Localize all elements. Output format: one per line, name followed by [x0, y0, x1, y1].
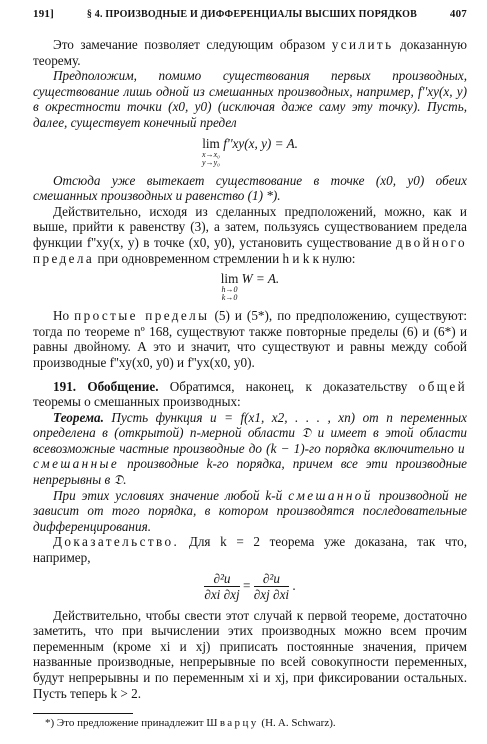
- footnote-author: Шварцу: [206, 717, 259, 730]
- fraction-right-numerator: ∂²u: [254, 572, 289, 587]
- paragraph-remark: [33, 37, 467, 68]
- section-text: Обратимся, наконец, к доказательству: [169, 378, 408, 394]
- limit-word: lim: [202, 135, 220, 151]
- theorem-text-end: производные k-го порядка, причем все эти производные непрерывны в 𝔇.: [33, 456, 468, 488]
- theorem-statement: [33, 410, 467, 488]
- theorem-label: Теорема.: [53, 409, 104, 425]
- formula-period: .: [292, 577, 296, 593]
- limit-word-hk: lim: [220, 271, 239, 287]
- limit-subscript-y: y→y₀: [202, 157, 220, 167]
- double-limit-expression: W = A.: [241, 271, 280, 287]
- proof-text: Для k = 2 теорема уже доказана, так что, например,: [33, 534, 467, 566]
- header-section-number: 191]: [33, 8, 54, 20]
- proof-paragraph: [33, 534, 467, 565]
- paragraph-proof-text-end: при одновременном стремлении h и k к нулю:: [97, 250, 356, 266]
- conditions-text-end: производной не зависит от того порядка, в котором производятся последовательные дифференцирования.: [33, 487, 468, 534]
- paragraph-reduction: Действительно, чтобы свести этот случай к первой теореме, достаточно заметить, что при вычислении этих производных можно всем прочим переменным (кроме xi и xj) приписать постоянные значения, причем названные производные, непрерывные по всей совокупности переменных, будут непрерывны и по переменным xi и xj, при фиксировании остальных. Пусть теперь k > 2.: [33, 607, 467, 701]
- theorem-conditions: [33, 488, 467, 535]
- theorem-text: Пусть функция u = f(x1, x2, . . . , xn) от n переменных определена в (открытой) n-мерной области 𝔇 и имеет в этой области всевозможные частные производные до (k − 1)-го порядка включительно: [33, 409, 468, 456]
- section-heading: 191. Обобщение.: [53, 378, 159, 394]
- footnote-author-latin: (H. A. Schwarz).: [261, 717, 336, 730]
- paragraph-assumption: Предположим, помимо существования первых производных, существование лишь одной из смешанных производных, например, f''xy(x, y) в окрестности точки (x0, y0) (исключая даже саму эту точку). Пусть, далее, существует конечный предел: [33, 68, 467, 130]
- footnote-divider: [33, 713, 133, 714]
- spaced-emphasis-mixed-2: смешанной: [288, 487, 373, 503]
- limit-operator-hk: [221, 272, 239, 302]
- spaced-emphasis-simple-limits: простые пределы: [74, 308, 210, 324]
- limit-operator: [202, 137, 220, 167]
- fraction-left-numerator: ∂²u: [204, 572, 239, 587]
- limit-expression: f''xy(x, y) = A.: [223, 135, 298, 151]
- running-header: [33, 8, 467, 20]
- paragraph-simple-limits-start: Но: [53, 308, 70, 324]
- formula-double-limit: [33, 272, 467, 302]
- formula-limit-mixed: [33, 137, 467, 167]
- paragraph-proof-indeed: [33, 204, 467, 266]
- limit-subscript-x: x→x₀: [202, 149, 220, 159]
- conditions-text: При этих условиях значение любой k-й: [53, 487, 283, 503]
- paragraph-simple-limits: [33, 308, 467, 370]
- limit-subscript-h: h→0: [221, 285, 238, 295]
- section-191: [33, 379, 467, 410]
- spaced-emphasis: усилить: [331, 37, 394, 52]
- paragraph-proof-text: Действительно, исходя из сделанных предположений, можно, как и выше, прийти к равенству (3), а затем, пользуясь существованием предела функции f''xy(x, y) в точке (x0, y0), установить существование: [33, 203, 467, 250]
- fraction-right-denominator: ∂xj ∂xi: [253, 586, 290, 602]
- paragraph-remark-text: Это замечание позволяет следующим образом: [53, 37, 326, 52]
- formula-mixed-equality: [33, 572, 467, 602]
- header-title: § 4. ПРОИЗВОДНЫЕ И ДИФФЕРЕНЦИАЛЫ ВЫСШИХ ПОРЯДКОВ: [86, 9, 418, 20]
- paragraph-remark-text-end: доказанную теорему.: [33, 37, 467, 68]
- paragraph-simple-limits-text: (5) и (5*), по предположению, существуют: тогда по теореме nº 168, существуют также повторные пределы (6) и (6*) и равны двойному. А это и значит, что существуют и равны между собой производные f''xy(x0, y0) и f''yx(x0, y0).: [33, 308, 468, 370]
- paragraph-conclusion: Отсюда уже вытекает существование в точке (x0, y0) обеих смешанных производных и равенство (1) *).: [33, 172, 467, 204]
- spaced-emphasis-mixed: и смешанные: [33, 440, 467, 472]
- fraction-right: [254, 572, 289, 602]
- footnote-text: *) Это предложение принадлежит: [45, 717, 204, 730]
- equals-sign: =: [242, 577, 251, 593]
- section-text-end: теоремы о смешанных производных:: [33, 394, 241, 410]
- header-page-number: 407: [449, 8, 467, 20]
- footnote: [45, 717, 467, 730]
- proof-label: Доказательство.: [53, 534, 180, 550]
- limit-subscript-k: k→0: [221, 293, 238, 303]
- spaced-emphasis-general: общей: [418, 378, 468, 394]
- fraction-left-denominator: ∂xi ∂xj: [204, 586, 240, 602]
- fraction-left: [204, 572, 239, 602]
- spaced-emphasis-double-limit: двойного предела: [33, 234, 467, 266]
